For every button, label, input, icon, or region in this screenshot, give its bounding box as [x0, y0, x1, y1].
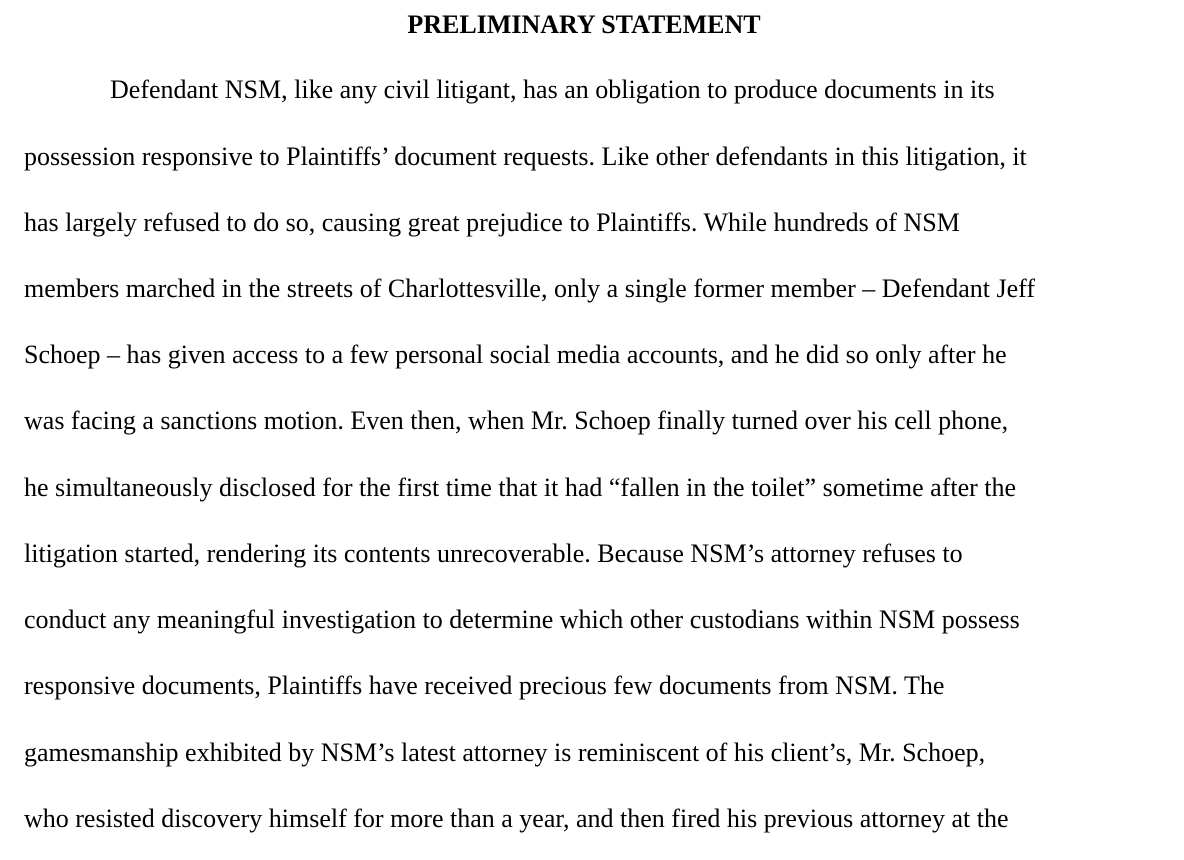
- paragraph-line: litigation started, rendering its contents unrecoverable. Because NSM’s attorney refuses to: [24, 539, 963, 568]
- paragraph-line: Defendant NSM, like any civil litigant, has an obligation to produce documents in its: [110, 75, 995, 104]
- paragraph-line: who resisted discovery himself for more than a year, and then fired his previous attorney at the: [24, 804, 1009, 833]
- paragraph-line: has largely refused to do so, causing great prejudice to Plaintiffs. While hundreds of NSM: [24, 208, 960, 237]
- section-heading: PRELIMINARY STATEMENT: [407, 10, 761, 39]
- paragraph-line: possession responsive to Plaintiffs’ document requests. Like other defendants in this litigation, it: [24, 142, 1027, 171]
- paragraph-line: Schoep – has given access to a few personal social media accounts, and he did so only after he: [24, 340, 1007, 369]
- paragraph-line: gamesmanship exhibited by NSM’s latest attorney is reminiscent of his client’s, Mr. Schoep,: [24, 738, 986, 767]
- paragraph-line: responsive documents, Plaintiffs have received precious few documents from NSM. The: [24, 671, 945, 700]
- paragraph-line: conduct any meaningful investigation to determine which other custodians within NSM possess: [24, 605, 1020, 634]
- paragraph-line: members marched in the streets of Charlottesville, only a single former member – Defendant Jeff: [24, 274, 1036, 303]
- paragraph-line: was facing a sanctions motion. Even then, when Mr. Schoep finally turned over his cell phone,: [24, 406, 1009, 435]
- paragraph-line: he simultaneously disclosed for the first time that it had “fallen in the toilet” sometime after the: [24, 473, 1017, 502]
